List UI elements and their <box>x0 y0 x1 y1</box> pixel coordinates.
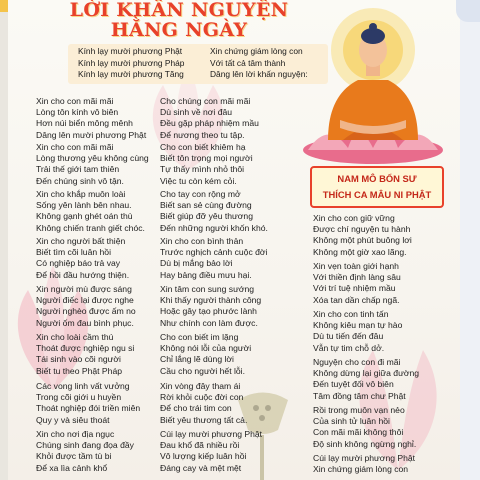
intro-line: Với tất cả tâm thành <box>210 57 286 68</box>
verse-line: Đều gặp pháp nhiệm mầu <box>160 118 259 129</box>
verse-line: Để hồi đầu hướng thiện. <box>36 269 130 280</box>
verse-line: Cho con biết im lặng <box>160 332 239 342</box>
verse-line: Đến chúng sinh vô tận. <box>36 175 124 186</box>
right-edge <box>460 0 480 480</box>
prayer-poster <box>8 0 460 480</box>
title-line-1: LỜI KHẤN NGUYỆN <box>69 0 289 21</box>
stanza-c2-7 <box>160 381 247 426</box>
verse-line: Khỏi được tầm tù bi <box>36 451 112 462</box>
stanza-c2-3 <box>160 189 268 234</box>
poster-title <box>64 0 294 41</box>
verse-line: Hay bảng điều mưu hại. <box>160 269 252 280</box>
verse-line: Xin cho con mãi mãi <box>36 96 114 106</box>
verse-line: Cúi lạy mười phương Phật <box>160 429 263 439</box>
verse-line: Dù tu tiến đến đâu <box>313 331 384 342</box>
verse-line: Xin cho con mãi mãi <box>36 142 114 152</box>
verse-line: Biết yêu thương tất cả. <box>160 414 248 425</box>
verse-line: Xin vòng đây tham ái <box>160 381 241 391</box>
verse-line: Đến tuyệt đối vô biên <box>313 379 394 390</box>
intro-line: Kính lạy mười phương Tăng <box>78 69 184 79</box>
stanza-c3-5 <box>313 405 416 450</box>
verse-line: Xin tâm con sung sướng <box>160 284 255 294</box>
verse-line: Không kiêu mạn tự hào <box>313 320 403 331</box>
verse-line: Xin cho con tinh tấn <box>313 309 389 319</box>
verse-line: Có nghiệp báo trả vay <box>36 258 121 269</box>
verse-line: Xin cho khắp muôn loài <box>36 189 126 199</box>
stanza-c3-4 <box>313 357 419 402</box>
buddha-figure-icon <box>288 0 458 170</box>
verse-line: Cho tay con rộng mở <box>160 189 241 199</box>
intro-line: Kính lạy mười phương Pháp <box>78 57 185 68</box>
verse-line: Xin cho nơi địa ngục <box>36 429 115 439</box>
stanza-c1-6 <box>36 332 134 377</box>
stanza-c1-5 <box>36 284 136 329</box>
intro-left <box>78 46 184 81</box>
verse-line: Người ốm đau bình phục. <box>36 317 134 328</box>
verse-line: Người điếc lại được nghe <box>36 295 134 306</box>
verse-line: Dù sinh về nơi đâu <box>160 107 233 118</box>
verse-line: Cho con biết khiêm hạ <box>160 142 246 152</box>
verse-line: Trong cõi giới u huyền <box>36 392 122 403</box>
verse-line: Dâng lên mười phương Phật <box>36 129 147 140</box>
verse-line: Xin cho loài cầm thú <box>36 332 114 342</box>
stanza-c3-1 <box>313 213 412 258</box>
verse-line: Trước nghịch cảnh cuộc đời <box>160 247 268 258</box>
verse-line: Đến những người khốn khó. <box>160 222 268 233</box>
buddha-name-box <box>310 166 444 208</box>
verse-line: Không gạnh ghét oán thù <box>36 211 133 222</box>
stanza-c1-1 <box>36 96 146 141</box>
verse-line: Không dừng lại giữa đường <box>313 368 420 379</box>
stanza-c2-8 <box>160 429 262 474</box>
verse-line: Không một giờ xao lãng. <box>313 246 407 257</box>
verse-line: Khi thấy người thành công <box>160 295 262 306</box>
stanza-c2-4 <box>160 236 267 281</box>
verse-line: Việc tu còn kém cỏi. <box>160 175 237 186</box>
verse-line: Như chính con làm được. <box>160 317 258 328</box>
verse-line: Độ sinh không ngừng nghỉ. <box>313 438 417 449</box>
stanza-c2-1 <box>160 96 259 141</box>
stanza-c2-5 <box>160 284 261 329</box>
corner-badge-right <box>456 0 480 22</box>
verse-line: Để nương theo tu tập. <box>160 129 245 140</box>
name-line-1: NAM MÔ BỔN SƯ <box>337 173 417 184</box>
verse-line: Đau khổ đã nhiều rồi <box>160 440 240 451</box>
verse-line: Trải thế giới tam thiên <box>36 164 120 175</box>
stanza-c1-4 <box>36 236 129 281</box>
stanza-c2-6 <box>160 332 251 377</box>
verse-line: Lòng tôn kính vô biên <box>36 107 119 118</box>
title-line-2: HẰNG NGÀY <box>110 19 248 41</box>
verse-line: Biết tìm cõi luân hồi <box>36 247 111 258</box>
verse-line: Với trí tuệ nhiệm mầu <box>313 283 396 294</box>
stanza-c1-7 <box>36 381 140 426</box>
stanza-c3-3 <box>313 309 402 354</box>
verse-line: Với thiền định làng sâu <box>313 272 401 283</box>
intro-line: Dâng lên lời khấn nguyện: <box>210 69 308 79</box>
verse-line: Xin người mù được sáng <box>36 284 132 294</box>
verse-line: Cầu cho người hết lỗi. <box>160 365 245 376</box>
verse-line: Quy y và siêu thoát <box>36 414 110 425</box>
verse-line: Vô lượng kiếp luân hồi <box>160 451 247 462</box>
verse-line: Của sinh tử luân hồi <box>313 416 390 427</box>
verse-line: Xin cho con bình thản <box>160 236 244 246</box>
verse-line: Con mãi mãi không thôi <box>313 427 404 438</box>
verse-line: Biết tu theo Phật Pháp <box>36 365 123 376</box>
verse-line: Tâm đồng tâm chư Phật <box>313 390 406 401</box>
verse-line: Để cho trái tim con <box>160 403 232 414</box>
verse-line: Xin chứng giám lòng con <box>313 464 409 475</box>
verse-line: Nguyện cho con đi mãi <box>313 357 401 367</box>
verse-line: Chúng sinh đang đọa đầy <box>36 440 134 451</box>
verse-line: Để xa lìa cảnh khổ <box>36 462 108 473</box>
verse-line: Dù bị mắng bảo lời <box>160 258 233 269</box>
stanza-c1-2 <box>36 142 149 187</box>
verse-line: Hơn núi biển mông mênh <box>36 118 133 129</box>
verse-line: Biết giúp đỡ yêu thương <box>160 211 253 222</box>
verse-line: Biết tôn trọng mọi người <box>160 153 253 164</box>
verse-line: Không chiến tranh giết chóc. <box>36 222 145 233</box>
verse-line: Sống yên lành bên nhau. <box>36 200 132 211</box>
verse-line: Chỉ lắng lẽ dùng lời <box>160 354 234 365</box>
left-edge <box>0 0 8 480</box>
verse-line: Cúi lạy mười phương Phật <box>313 453 416 463</box>
stanza-c3-6 <box>313 453 415 475</box>
verse-line: Xin cho con giữ vững <box>313 213 395 223</box>
verse-line: Không nói lỗi của người <box>160 343 252 354</box>
verse-line: Vẫn tự tim chỗ dở. <box>313 342 385 353</box>
verse-line: Xóa tan dần chấp ngã. <box>313 294 400 305</box>
verse-line: Đáng cay và mệt mệt <box>160 462 242 473</box>
verse-line: Được chí nguyện tu hành <box>313 224 411 235</box>
intro-line: Kính lạy mười phương Phật <box>78 46 183 56</box>
verse-line: Thoát được nghiệp ngu si <box>36 343 135 354</box>
stanza-c1-8 <box>36 429 134 474</box>
verse-line: Xin vẹn toàn giới hạnh <box>313 261 399 271</box>
verse-line: Không một phút buông lơi <box>313 235 412 246</box>
verse-line: Các vong linh vất vưởng <box>36 381 130 391</box>
verse-line: Người nghèo được ấm no <box>36 306 136 317</box>
verse-line: Thoát nghiệp đói triền miên <box>36 403 141 414</box>
verse-line: Biết san sẻ cùng đường <box>160 200 252 211</box>
verse-line: Lòng thương yêu không cùng <box>36 153 149 164</box>
verse-line: Tự thấy mình nhỏ thôi <box>160 164 245 175</box>
verse-line: Tái sinh vào cõi người <box>36 354 121 365</box>
stanza-c2-2 <box>160 142 253 187</box>
verse-line: Hoặc gây tạo phước lành <box>160 306 257 317</box>
verse-line: Xin cho người bất thiện <box>36 236 126 246</box>
intro-line: Xin chứng giám lòng con <box>210 46 303 56</box>
name-line-2: THÍCH CA MÂU NI PHẬT <box>322 189 432 200</box>
stanza-c1-3 <box>36 189 145 234</box>
verse-line: Cho chúng con mãi mãi <box>160 96 251 106</box>
verse-line: Rời khỏi cuộc đời con <box>160 392 244 403</box>
stanza-c3-2 <box>313 261 401 306</box>
verse-line: Rồi trong muôn vạn nẻo <box>313 405 405 415</box>
